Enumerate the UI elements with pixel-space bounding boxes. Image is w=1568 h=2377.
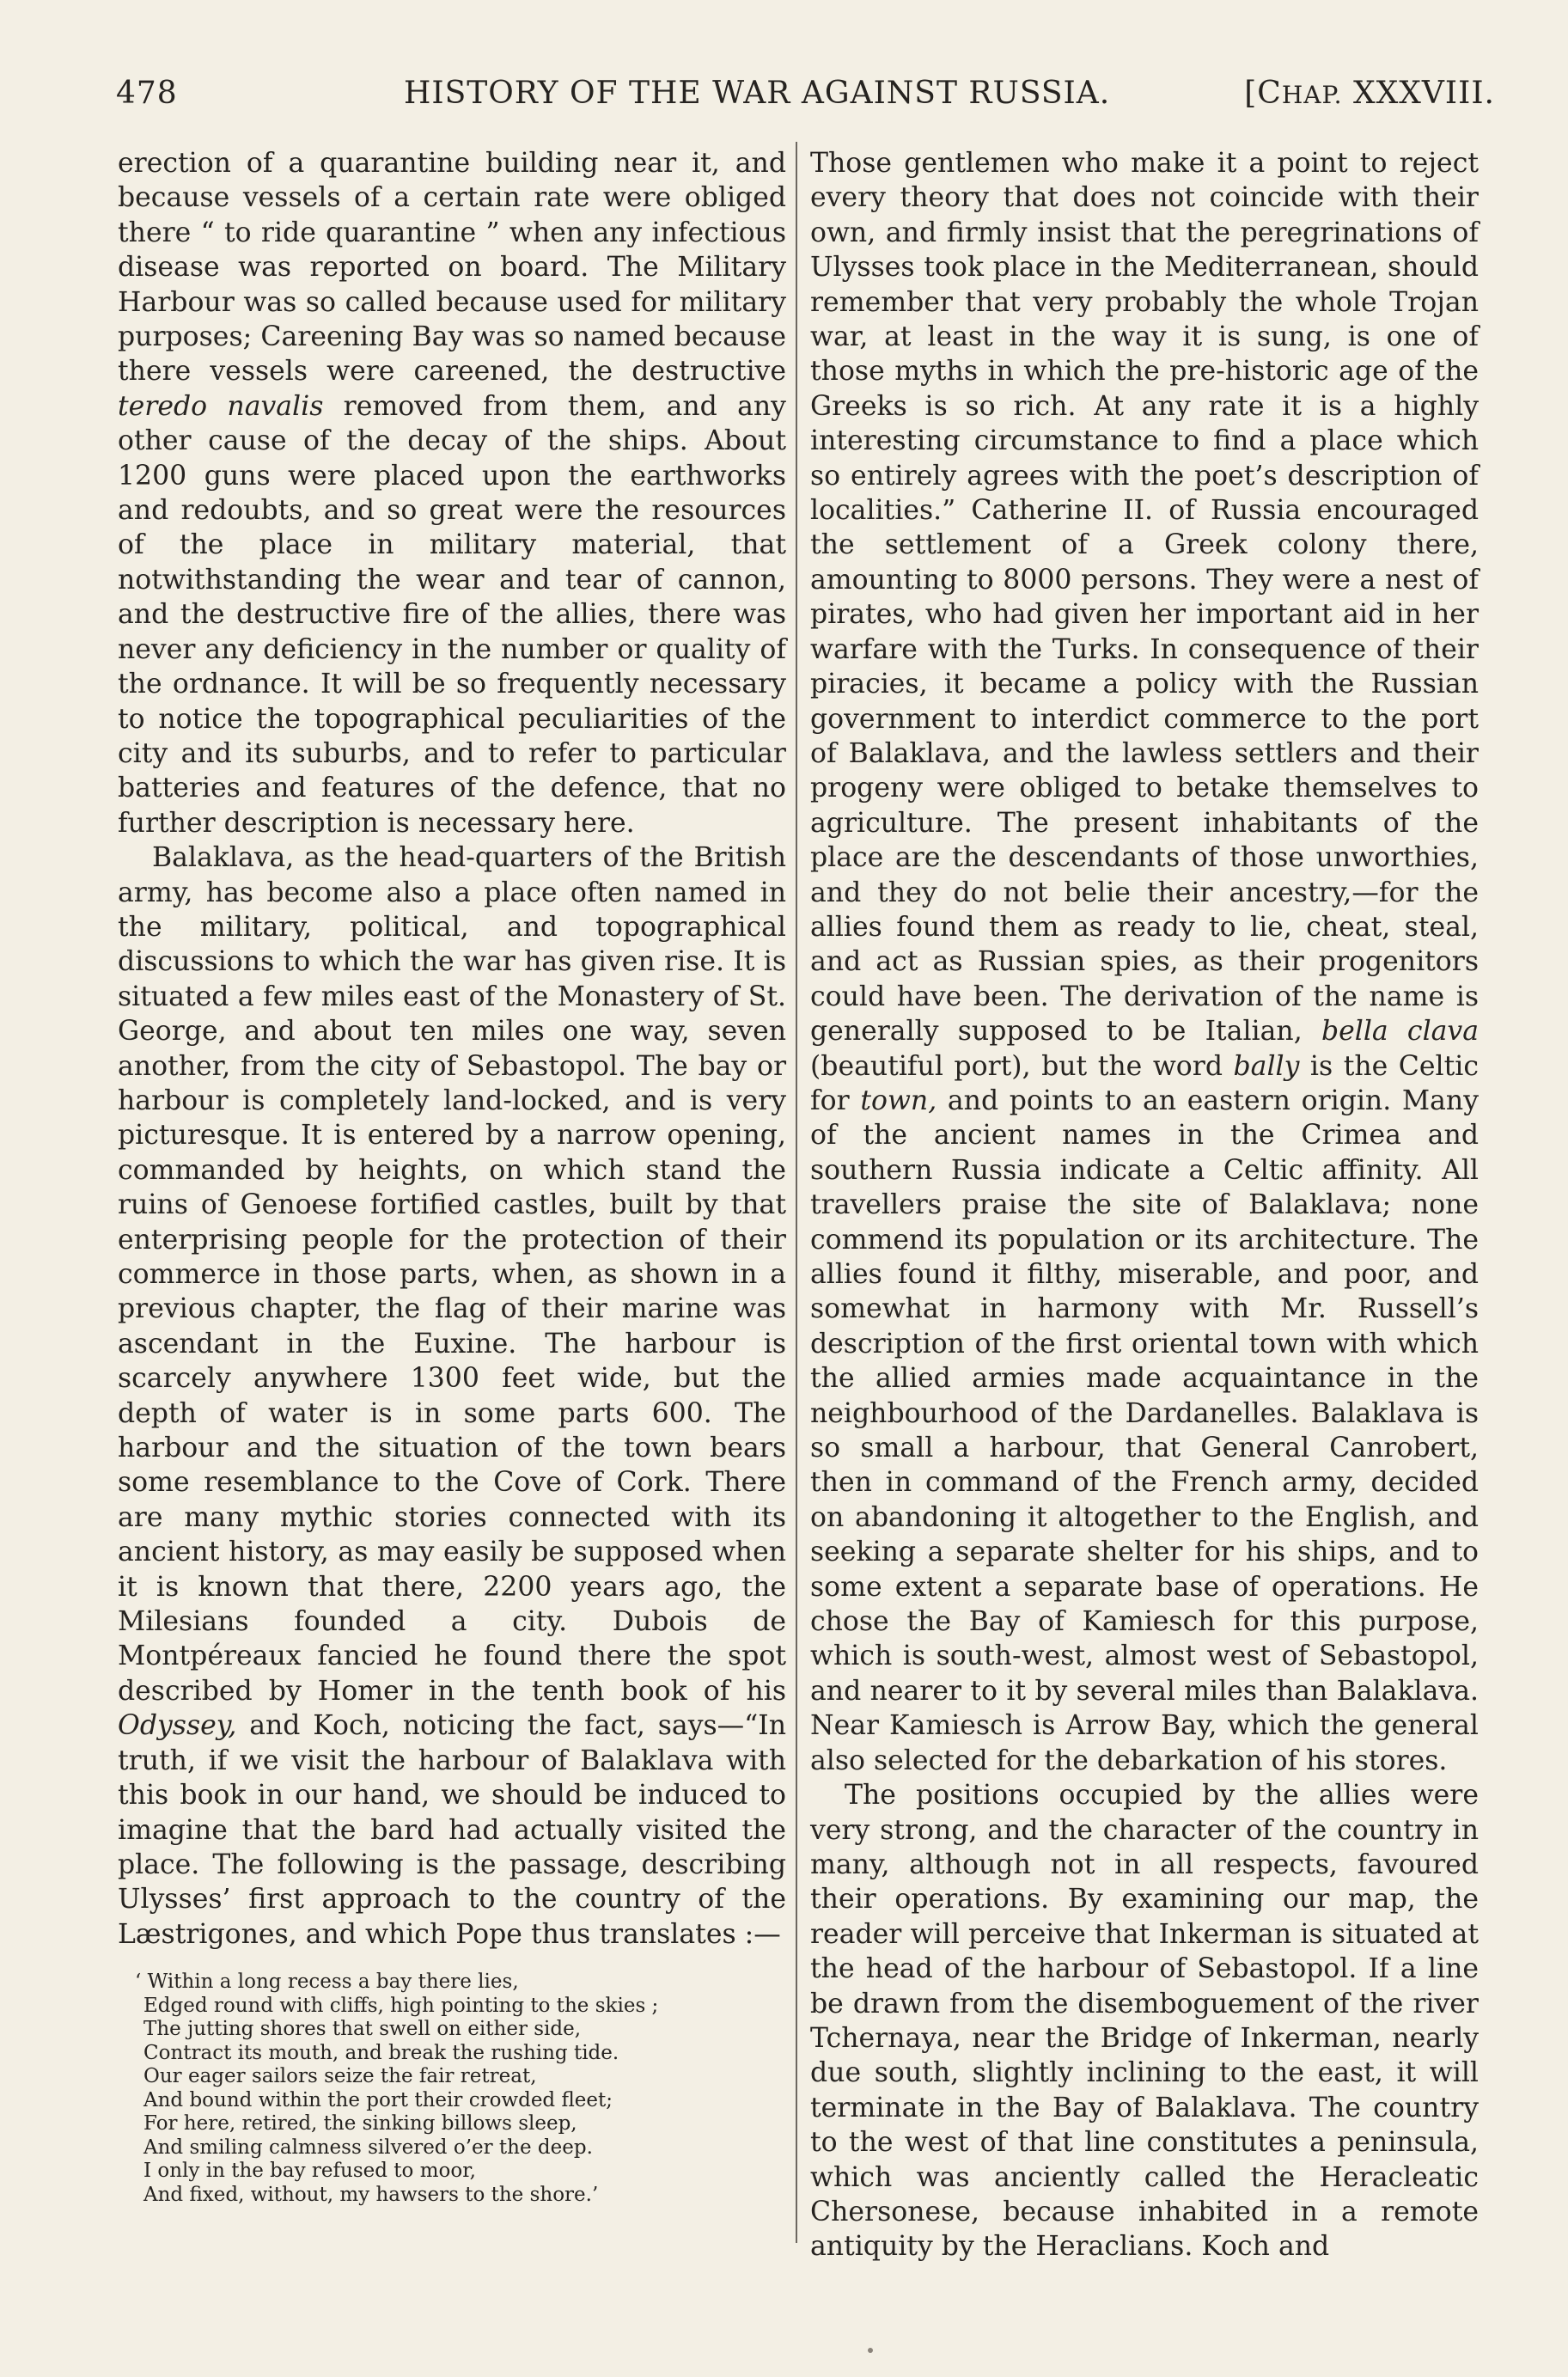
right-p1-a: Those gentlemen who make it a point to reject every theory that does not coincide with their own, and firmly insist that the peregrinations of Ulysses took place in the Mediterranean, should remember that very probably the whole Trojan war, at least in the way it is sung, is one of those myths in which the pre-historic age of the Greeks is so rich. At any rate it is a highly interesting circumstance to find a place which so entirely agrees with the poet’s description of localities.” Catherine II. of Russia encouraged the settlement of a Greek colony there, amounting to 8000 persons. They were a nest of pirates, who had given her important aid in her warfare with the Turks. In consequence of their piracies, it became a policy with the Russian government to interdict commerce to the port of Balaklava, and the lawless settlers and their progeny were obliged to betake themselves to agriculture. The present inhabitants of the place are the descendants of those unworthies, and they do not belie their ancestry,—for the allies found them as ready to lie, cheat, steal, and act as Russian spies, as their progenitors could have been. The derivation of the name is generally supposed to be Italian, bbox=[810, 148, 1479, 1048]
chapter-reference bbox=[1244, 76, 1495, 111]
verse-line: The jutting shores that swell on either side, bbox=[143, 2018, 582, 2041]
left-p2-text: Balaklava, as the head-quarters of the British army, has become also a place often named in the military, political, and topographical discussions to which the war has given rise. It is situated a few miles east of the Monastery of St. George, and about ten miles one way, seven another, from the city of Sebastopol. The bay or harbour is completely land-locked, and is very picturesque. It is entered by a narrow opening, commanded by heights, on which stand the ruins of Genoese fortified castles, built by that enterprising people for the protection of their commerce in those parts, when, as shown in a previous chapter, the flag of their marine was ascendant in the Euxine. The harbour is scarcely anywhere 1300 feet wide, but the depth of water is in some parts 600. The harbour and the situation of the town bears some resemblance to the Cove of Cork. There are many mythic stories connected with its ancient history, as may easily be supposed when it is known that there, 2200 years ago, the Milesians founded a city. Dubois de Montpéreaux fancied he found there the spot described by Homer in the tenth book of his bbox=[118, 842, 786, 1707]
right-paragraph-1 bbox=[810, 146, 1479, 1778]
left-paragraph-1 bbox=[118, 146, 786, 840]
left-paragraph-2 bbox=[118, 840, 786, 1952]
right-italic-1: bella clava bbox=[1321, 1016, 1479, 1048]
chapter-number: XXXVIII. bbox=[1342, 76, 1495, 111]
page-number: 478 bbox=[116, 76, 178, 111]
right-p1-d: and points to an eastern origin. Many of the ancient names in the Crimea and southern Russia indicate a Celtic affinity. All travellers praise the site of Balaklava; none commend its population or its architecture. The allies found it filthy, miserable, and poor, and somewhat in harmony with Mr. Russell’s description of the first oriental town with which the allied armies made acquaintance in the neighbourhood of the Dardanelles. Balaklava is so small a harbour, that General Canrobert, then in command of the French army, decided on abandoning it altogether to the English, and seeking a separate shelter for his ships, and to some extent a separate base of operations. He chose the Bay of Kamiesch for this purpose, which is south-west, almost west of Sebastopol, and nearer to it by several miles than Balaklava. Near Kamiesch is Arrow Bay, which the general also selected for the debarkation of his stores. bbox=[810, 1085, 1480, 1776]
right-column bbox=[810, 146, 1479, 2264]
verse-line: Edged round with cliffs, high pointing to the skies ; bbox=[143, 1994, 659, 2017]
verse-line: ‘ Within a long recess a bay there lies, bbox=[135, 1971, 519, 1994]
running-header bbox=[116, 76, 1495, 127]
verse-line: And bound within the port their crowded fleet; bbox=[143, 2088, 613, 2111]
right-p1-b: (beautiful port), but the word bbox=[810, 1050, 1234, 1082]
right-p1-c: is the Celtic for bbox=[810, 1050, 1479, 1116]
verse-line: I only in the bay refused to moor, bbox=[143, 2160, 476, 2183]
left-p1-end: removed from them, and any other cause of the decay of the ships. About 1200 guns were placed upon the earthworks and redoubts, and so great were the resources of the place in military material, that notwithstanding the wear and tear of cannon, and the destructive fire of the allies, there was never any deficiency in the number or quality of the ordnance. It will be so frequently necessary to notice the topographical peculiarities of the city and its suburbs, and to refer to particular batteries and features of the defence, that no further description is necessary here. bbox=[118, 390, 786, 839]
verse-line: And smiling calmness silvered o’er the deep. bbox=[143, 2136, 593, 2159]
left-column bbox=[118, 146, 786, 2207]
verse-line: For here, retired, the sinking billows sleep, bbox=[143, 2112, 577, 2136]
left-p1-italic: teredo navalis bbox=[118, 390, 324, 422]
running-title: HISTORY OF THE WAR AGAINST RUSSIA. bbox=[404, 76, 1111, 111]
left-p1-text: erection of a quarantine building near it, and because vessels of a certain rate were obliged there “ to ride quarantine ” when any infectious disease was reported on board. The Military Harbour was so called because used for military purposes; Careening Bay was so named because there vessels were careened, the destructive bbox=[118, 148, 786, 388]
left-p2-italic: Odyssey, bbox=[118, 1710, 237, 1742]
verse-quotation bbox=[135, 1971, 786, 2207]
right-italic-3: town, bbox=[860, 1085, 937, 1116]
left-p2-end: and Koch, noticing the fact, says—“In truth, if we visit the harbour of Balaklava with this book in our hand, we should be induced to imagine that the bard had actually visited the place. The following is the passage, describing Ulysses’ first approach to the country of the Læstrigones, and which Pope thus translates :— bbox=[118, 1710, 786, 1950]
column-divider bbox=[796, 142, 797, 2243]
verse-line: Contract its mouth, and break the rushing tide. bbox=[143, 2041, 619, 2064]
chapter-smallcaps: HAP. bbox=[1281, 81, 1343, 109]
verse-line: And fixed, without, my hawsers to the shore.’ bbox=[143, 2183, 599, 2206]
right-italic-2: bally bbox=[1233, 1050, 1300, 1082]
chapter-prefix: [C bbox=[1244, 76, 1282, 111]
print-speck bbox=[868, 2348, 873, 2353]
right-paragraph-2: The positions occupied by the allies were very strong, and the character of the country in many, although not in all respects, favoured their operations. By examining our map, the reader will perceive that Inkerman is situated at the head of the harbour of Sebastopol. If a line be drawn from the disemboguement of the river Tchernaya, near the Bridge of Inkerman, nearly due south, slightly inclining to the east, it will terminate in the Bay of Balaklava. The country to the west of that line constitutes a peninsula, which was anciently called the Heracleatic Chersonese, because inhabited in a remote antiquity by the Heraclians. Koch and bbox=[810, 1780, 1479, 2263]
verse-line: Our eager sailors seize the fair retreat, bbox=[143, 2065, 537, 2088]
